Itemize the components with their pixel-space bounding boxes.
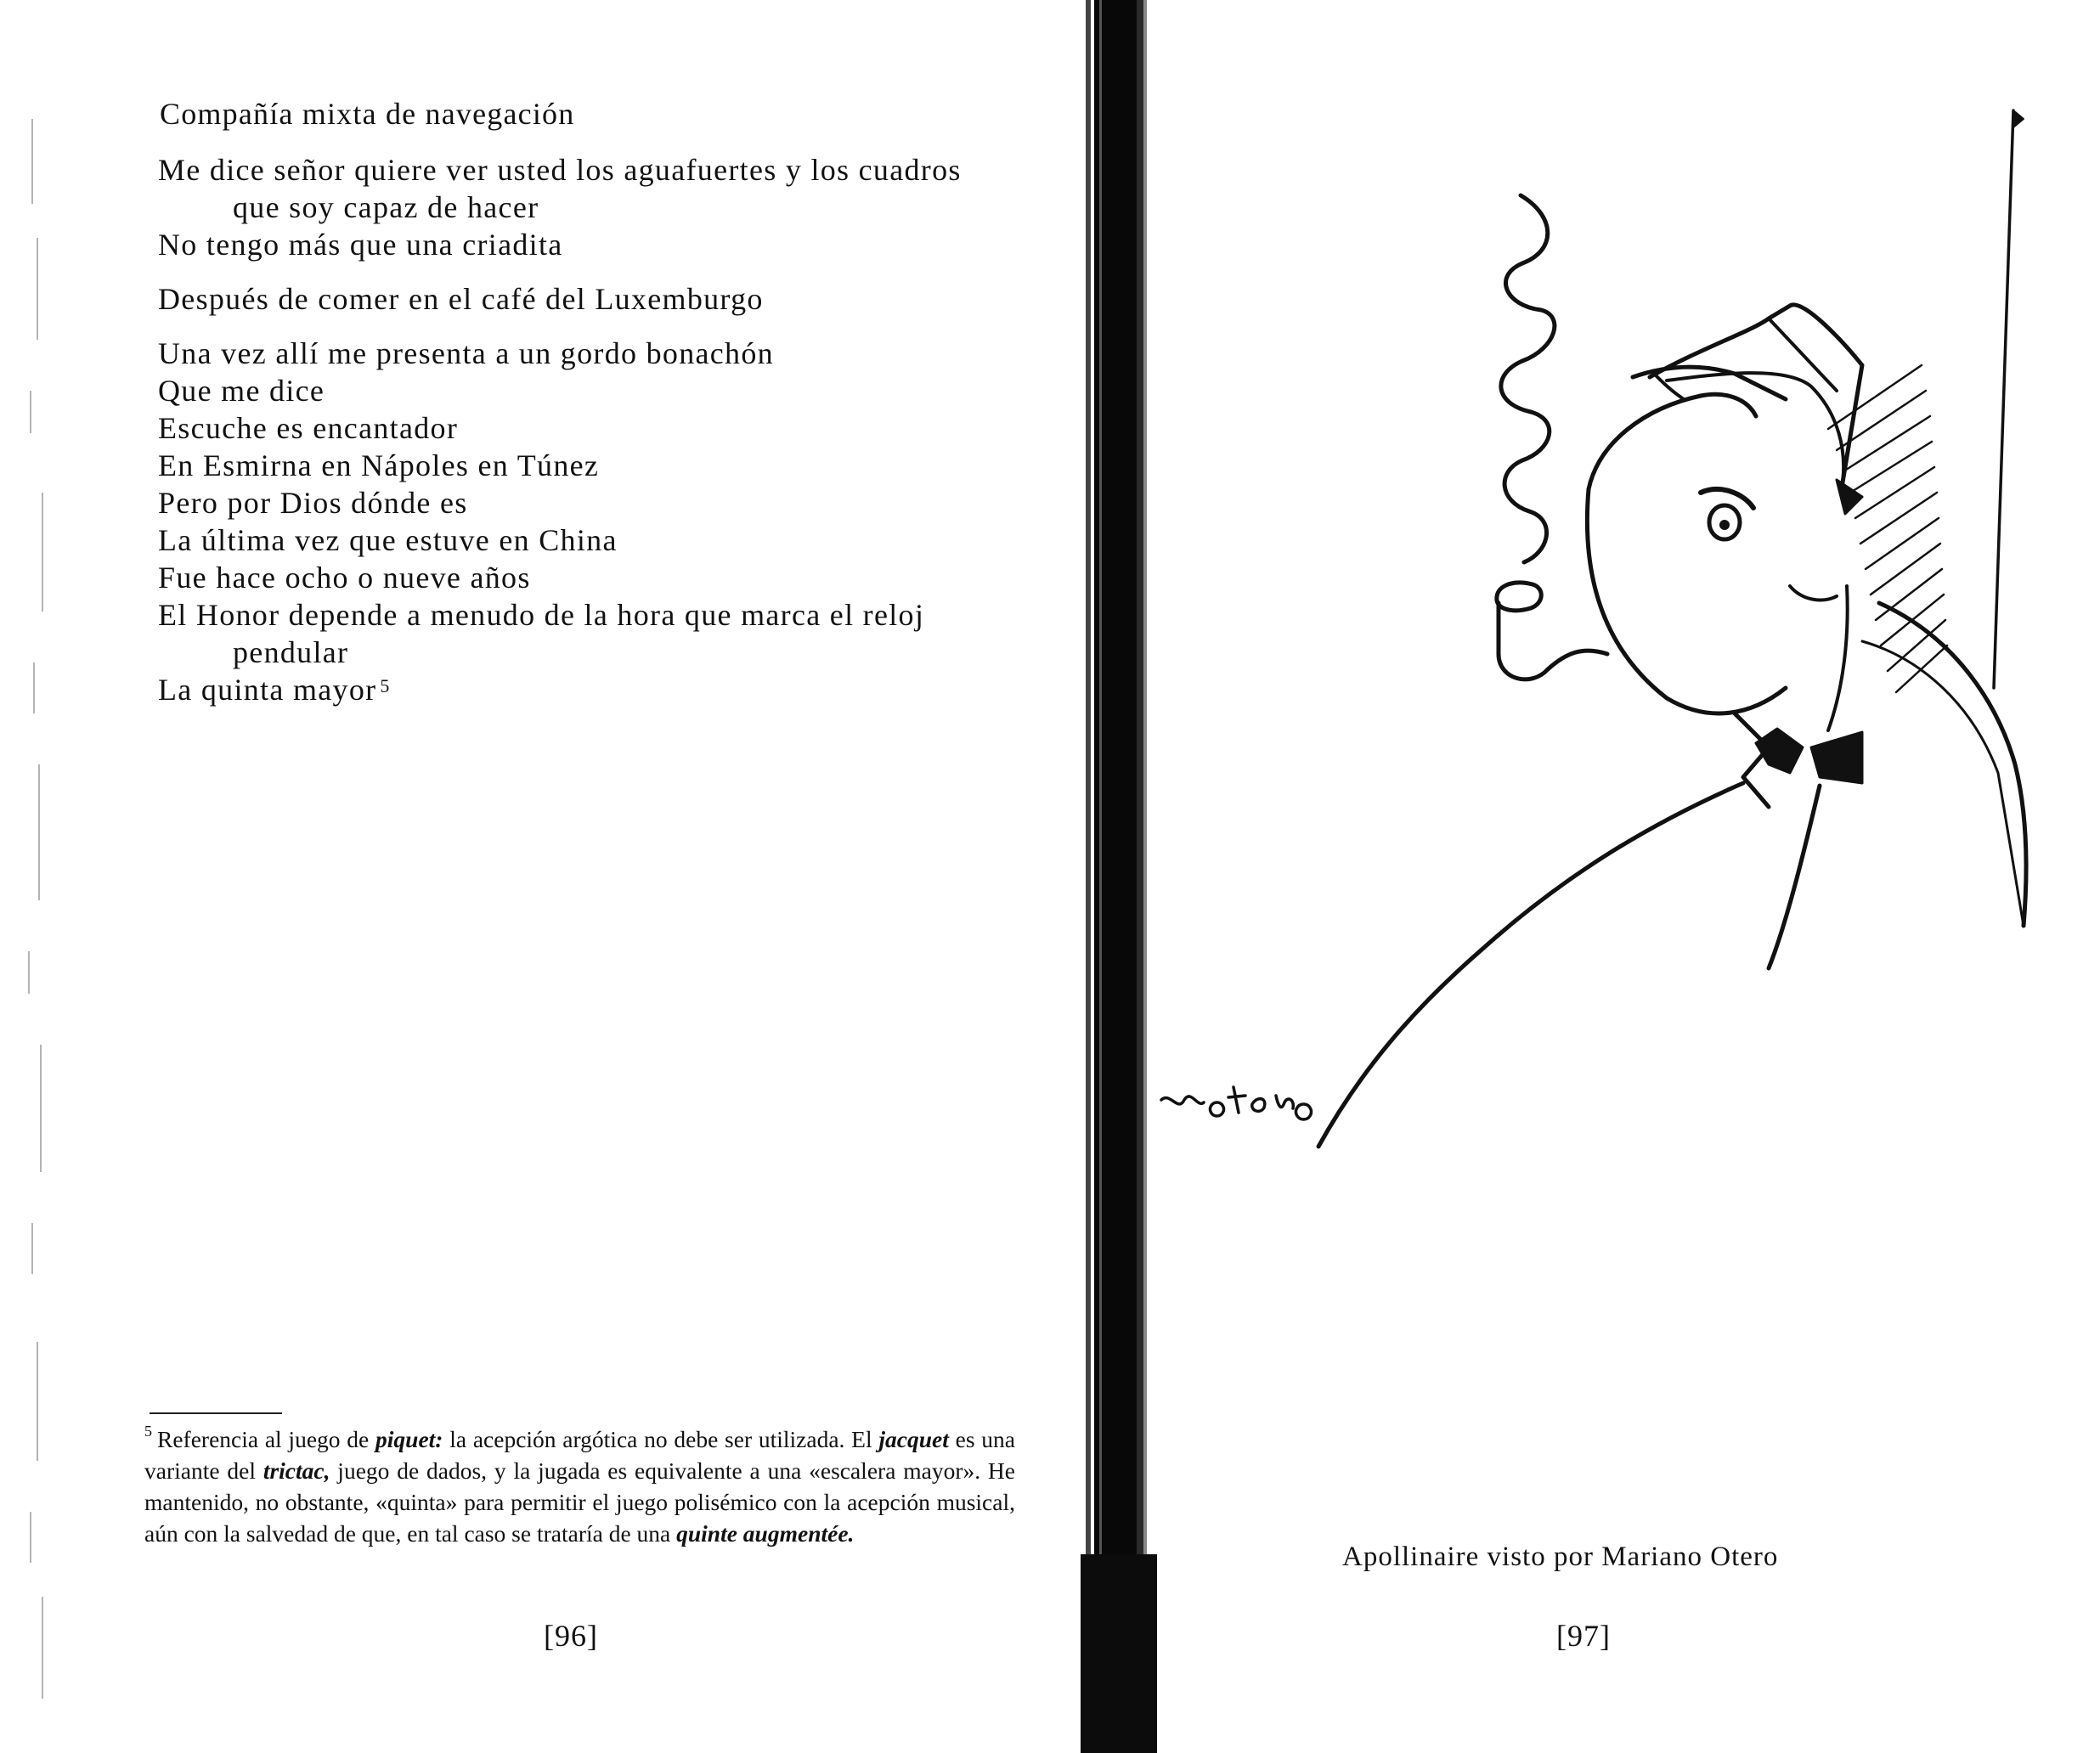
poem-line-text: El Honor depende a menudo de la hora que marca el reloj — [158, 598, 925, 632]
poem — [158, 95, 1058, 725]
poem-line — [158, 226, 1058, 263]
poem-line-text: Pero por Dios dónde es — [158, 486, 468, 520]
footnote-italic: trictac, — [262, 1457, 330, 1485]
poem-line — [158, 280, 1058, 318]
poem-line-continuation: que soy capaz de hacer — [233, 190, 539, 224]
footnote-text: Referencia al juego de — [157, 1426, 376, 1453]
poem-line-text: Después de comer en el café del Luxemburgo — [158, 282, 764, 316]
page-number-right: [97] — [1556, 1619, 1611, 1653]
footnote-italic: jacquet — [878, 1426, 949, 1453]
poem-line — [158, 372, 1058, 409]
footnote-italic: quinte augmentée. — [676, 1520, 855, 1547]
poem-line — [158, 409, 1058, 447]
footnote-rule — [150, 1412, 282, 1414]
footnote-text: la acepción argótica no debe ser utilizada. El — [443, 1426, 879, 1453]
footnote-number: 5 — [144, 1423, 152, 1440]
footnote-ref[interactable]: 5 — [380, 675, 391, 696]
poem-line-text: Escuche es encantador — [158, 411, 459, 445]
stanza-1 — [158, 151, 1058, 263]
poem-title: Compañía mixta de navegación — [160, 97, 575, 131]
page-number-left: [96] — [544, 1619, 598, 1653]
scan-margin-speckle — [20, 68, 54, 1733]
footnote — [144, 1418, 1015, 1549]
poem-line — [158, 151, 1058, 226]
illustration-caption: Apollinaire visto por Mariano Otero — [1342, 1542, 1779, 1572]
poem-line-text: Una vez allí me presenta a un gordo bonachón — [158, 336, 774, 370]
poem-line-text: Que me dice — [158, 374, 325, 408]
binding-gutter — [1081, 0, 1157, 1753]
footnote-text: es una variante del — [144, 1426, 1016, 1485]
poem-line-text: La quinta mayor — [158, 673, 377, 707]
poem-line — [158, 671, 1058, 708]
poem-line-continuation: pendular — [233, 635, 349, 669]
poem-line-text: En Esmirna en Nápoles en Túnez — [158, 448, 600, 482]
poem-line-text: La última vez que estuve en China — [158, 523, 618, 557]
footnote-italic: piquet: — [375, 1426, 443, 1453]
poem-line — [158, 447, 1058, 484]
caricature-drawing-icon — [1157, 93, 2100, 1172]
poem-line — [158, 521, 1058, 559]
poem-line-text: No tengo más que una criadita — [158, 228, 563, 262]
stanza-2 — [158, 280, 1058, 318]
poem-line — [158, 596, 1058, 671]
stanza-3 — [158, 335, 1058, 708]
poem-line-text: Fue hace ocho o nueve años — [158, 561, 531, 595]
poem-line — [158, 559, 1058, 596]
poem-line — [158, 484, 1058, 521]
footnote-text: juego de dados, y la jugada es equivalente a una «escalera mayor». He mantenido, no obstante, «quinta» para permitir el juego polisémico con la acepción musical, aún con la salvedad de que, en tal caso se trataría de una — [144, 1457, 1015, 1547]
poem-line — [158, 335, 1058, 372]
poem-line-text: Me dice señor quiere ver usted los aguafuertes y los cuadros — [158, 153, 962, 187]
